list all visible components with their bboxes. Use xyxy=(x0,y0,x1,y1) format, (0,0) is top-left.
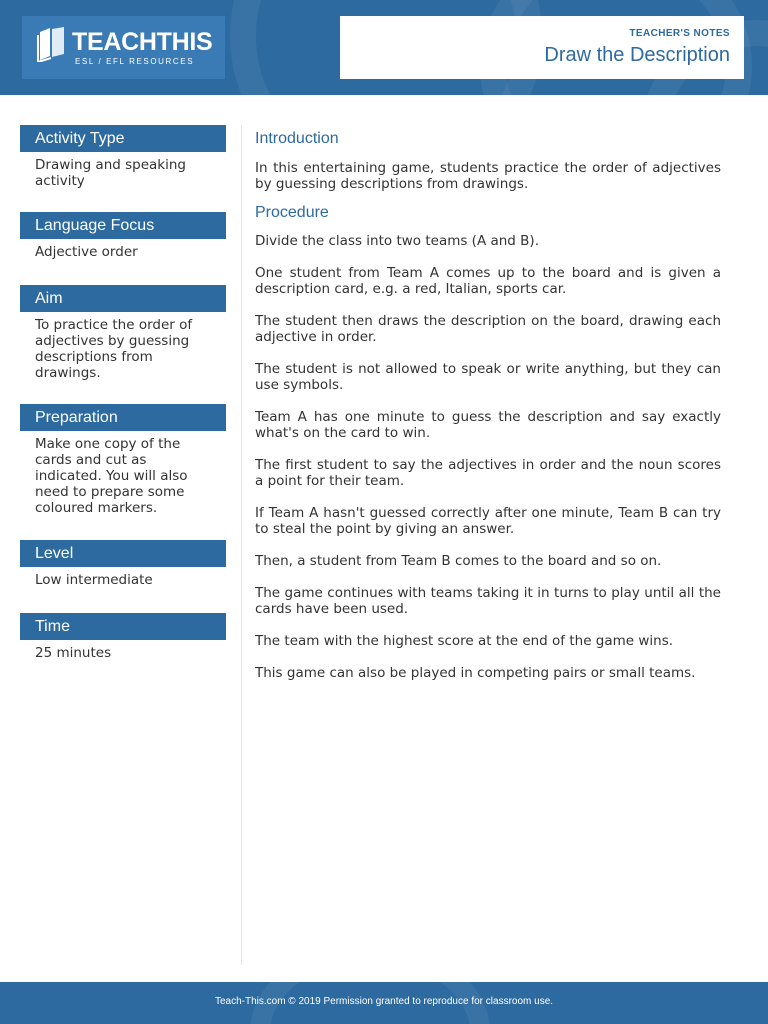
procedure-step: The game continues with teams taking it in turns to play until all the cards have been used. xyxy=(255,585,721,617)
section-heading: Aim xyxy=(20,285,226,312)
logo-title: TEACHTHIS xyxy=(72,28,213,56)
section-heading: Level xyxy=(20,540,226,567)
procedure-step: This game can also be played in competing pairs or small teams. xyxy=(255,665,696,681)
teachthis-logo xyxy=(22,16,225,79)
section-text: Drawing and speaking activity xyxy=(35,157,186,189)
section-text: Make one copy of the cards and cut as indicated. You will also need to prepare some coloured markers. xyxy=(35,436,188,516)
notes-label: TEACHER'S NOTES xyxy=(629,28,730,39)
page-footer xyxy=(0,982,768,1024)
procedure-step: The student is not allowed to speak or write anything, but they can use symbols. xyxy=(255,361,721,393)
page-title: Draw the Description xyxy=(544,44,730,66)
sidebar-section-activity-type xyxy=(20,125,226,212)
section-heading: Activity Type xyxy=(20,125,226,152)
section-text: Low intermediate xyxy=(35,572,153,588)
column-divider xyxy=(241,125,242,965)
section-text: Adjective order xyxy=(35,244,138,260)
main-content xyxy=(255,129,721,681)
page-header xyxy=(0,0,768,95)
sidebar-section-aim xyxy=(20,285,226,404)
sidebar-section-level xyxy=(20,540,226,613)
section-heading: Time xyxy=(20,613,226,640)
procedure-step: Then, a student from Team B comes to the board and so on. xyxy=(255,553,662,569)
book-icon xyxy=(36,26,70,62)
procedure-step: The team with the highest score at the end of the game wins. xyxy=(255,633,674,649)
copyright-text: Teach-This.com © 2019 Permission granted to reproduce for classroom use. xyxy=(214,996,554,1007)
introduction-text: In this entertaining game, students practice the order of adjectives by guessing descriptions from drawings. xyxy=(255,160,721,192)
procedure-step: The student then draws the description on the board, drawing each adjective in order. xyxy=(255,313,721,345)
title-box xyxy=(340,16,744,79)
procedure-step: The first student to say the adjectives in order and the noun scores a point for their team. xyxy=(255,457,721,489)
procedure-step: Divide the class into two teams (A and B). xyxy=(255,233,539,249)
introduction-heading: Introduction xyxy=(255,130,339,147)
sidebar xyxy=(20,125,226,673)
logo-subtitle: ESL / EFL RESOURCES xyxy=(75,57,195,66)
section-heading: Preparation xyxy=(20,404,226,431)
sidebar-section-time xyxy=(20,613,226,673)
procedure-step: If Team A hasn't guessed correctly after one minute, Team B can try to steal the point by giving an answer. xyxy=(255,505,721,537)
procedure-heading: Procedure xyxy=(255,204,329,221)
procedure-step: Team A has one minute to guess the description and say exactly what's on the card to win. xyxy=(255,409,721,441)
procedure-step: One student from Team A comes up to the board and is given a description card, e.g. a red, Italian, sports car. xyxy=(255,265,721,297)
section-text: To practice the order of adjectives by guessing descriptions from drawings. xyxy=(35,317,193,381)
sidebar-section-language-focus xyxy=(20,212,226,285)
sidebar-section-preparation xyxy=(20,404,226,540)
section-text: 25 minutes xyxy=(35,645,112,661)
section-heading: Language Focus xyxy=(20,212,226,239)
